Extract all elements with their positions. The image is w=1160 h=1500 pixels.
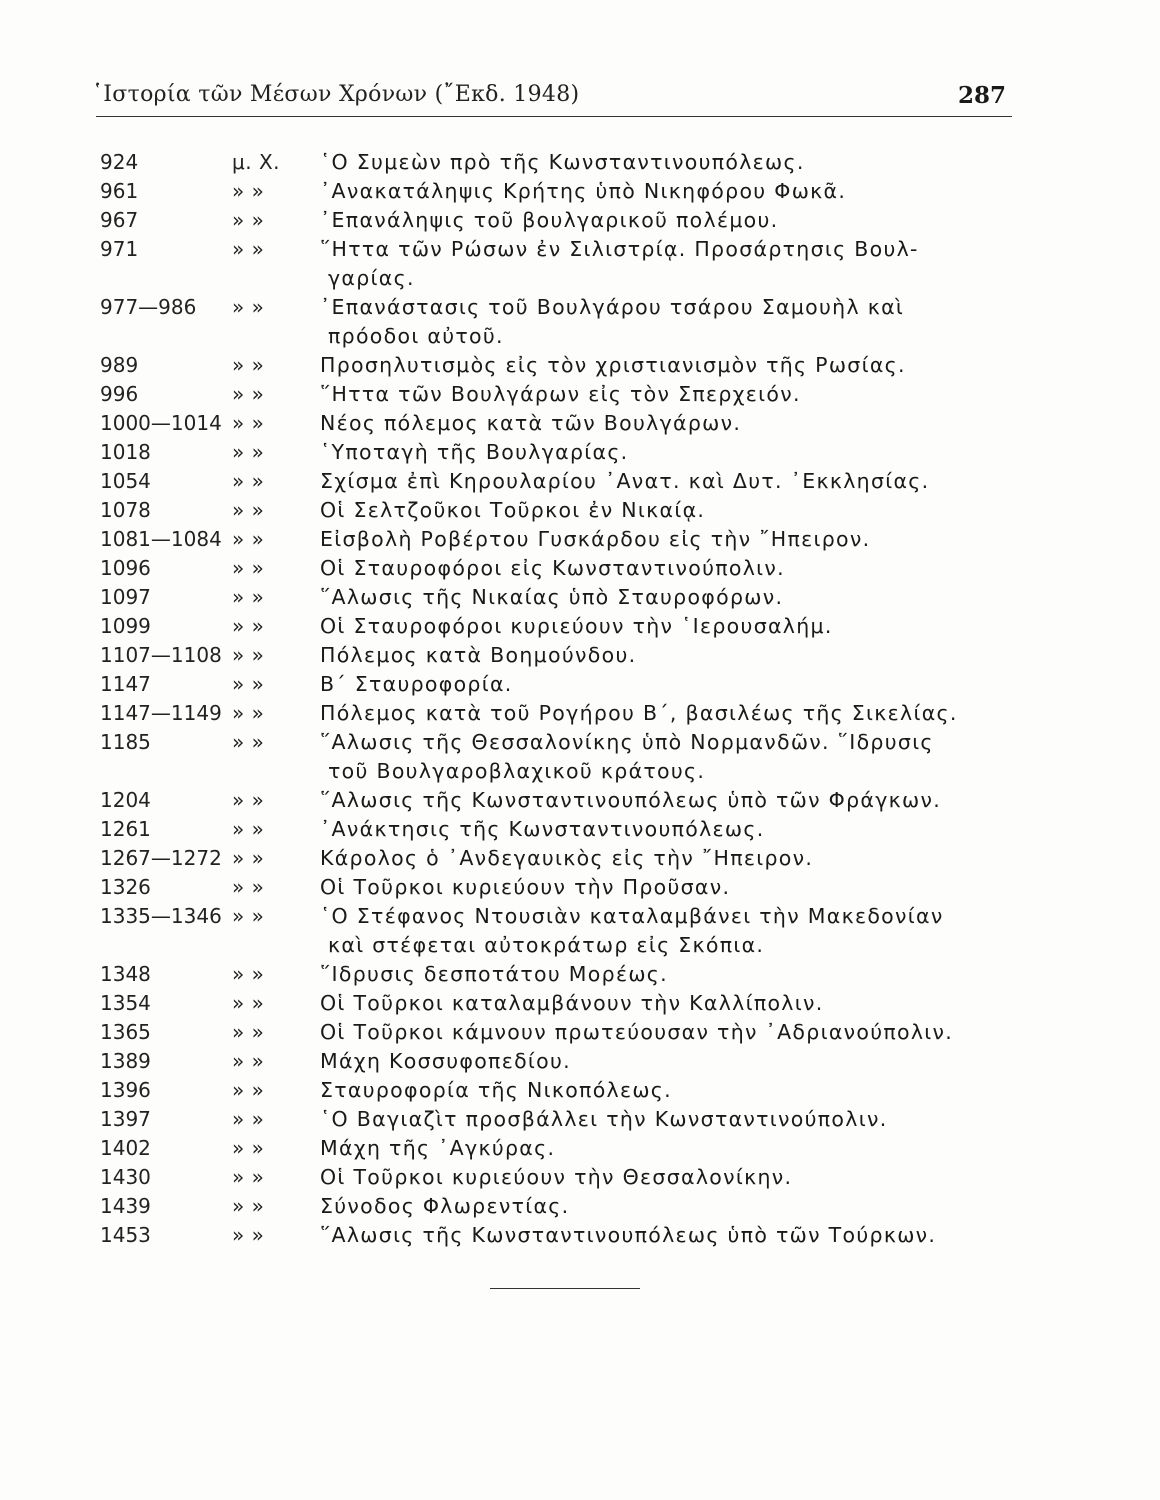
entry-year: 1099: [100, 614, 151, 638]
entry-line: [96, 525, 1026, 554]
entry-event-text: Νέος πόλεμος κατὰ τῶν Βουλγάρων.: [320, 411, 742, 435]
entry-event-text: ῾Ο Βαγιαζὶτ προσβάλλει τὴν Κωνσταντινούπολιν.: [320, 1107, 888, 1131]
entry-era-mark: » »: [232, 643, 265, 667]
header-rule: [96, 116, 1012, 117]
entry-year: 989: [100, 353, 139, 377]
entry-continuation-line: [96, 757, 1026, 786]
page-header: [92, 78, 1012, 118]
entry-line: [96, 583, 1026, 612]
entry-line: [96, 670, 1026, 699]
chronology-entry: [96, 641, 1026, 670]
entry-event-text: Κάρολος ὁ ᾿Ανδεγαυικὸς εἰς τὴν ῎Ηπειρον.: [320, 846, 814, 870]
entry-era-mark: » »: [232, 991, 265, 1015]
page-number: 287: [957, 82, 1006, 109]
chronology-entry: [96, 902, 1026, 960]
chronology-entry: [96, 525, 1026, 554]
entry-year: 1018: [100, 440, 151, 464]
entry-year: 1185: [100, 730, 151, 754]
entry-era-mark: » »: [232, 295, 265, 319]
chronology-entry: [96, 1134, 1026, 1163]
entry-year: 996: [100, 382, 139, 406]
chronology-entry: [96, 670, 1026, 699]
entry-event-text: ᾿Ανακατάληψις Κρήτης ὑπὸ Νικηφόρου Φωκᾶ.: [320, 179, 847, 203]
entry-year: 1147—1149: [100, 701, 222, 725]
entry-year: 1267—1272: [100, 846, 222, 870]
entry-line: [96, 1134, 1026, 1163]
chronology-entry: [96, 583, 1026, 612]
entry-event-text: Μάχη Κοσσυφοπεδίου.: [320, 1049, 571, 1073]
chronology-entry: [96, 1221, 1026, 1250]
entry-era-mark: » »: [232, 730, 265, 754]
entry-year: 1261: [100, 817, 151, 841]
entry-event-text: καὶ στέφεται αὐτοκράτωρ εἰς Σκόπια.: [328, 933, 765, 957]
entry-era-mark: » »: [232, 1165, 265, 1189]
entry-year: 1147: [100, 672, 151, 696]
entry-event-text: ῾Ο Στέφανος Ντουσιὰν καταλαμβάνει τὴν Μακεδονίαν: [320, 904, 944, 928]
entry-era-mark: » »: [232, 904, 265, 928]
entry-year: 1326: [100, 875, 151, 899]
entry-line: [96, 496, 1026, 525]
entry-line: [96, 148, 1026, 177]
entry-line: [96, 409, 1026, 438]
running-title: ῾Ιστορία τῶν Μέσων Χρόνων (῎Εκδ. 1948): [92, 82, 580, 107]
chronology-list: [96, 148, 1026, 1250]
entry-line: [96, 873, 1026, 902]
entry-line: [96, 467, 1026, 496]
entry-era-mark: » »: [232, 556, 265, 580]
chronology-entry: [96, 1163, 1026, 1192]
entry-event-text: Οἱ Σταυροφόροι εἰς Κωνσταντινούπολιν.: [320, 556, 785, 580]
entry-line: [96, 1192, 1026, 1221]
entry-event-text: Οἱ Σελτζοῦκοι Τοῦρκοι ἐν Νικαίᾳ.: [320, 498, 706, 522]
entry-line: [96, 844, 1026, 873]
entry-year: 1402: [100, 1136, 151, 1160]
chronology-entry: [96, 148, 1026, 177]
entry-event-text: πρόοδοι αὐτοῦ.: [328, 324, 504, 348]
entry-event-text: ῞Αλωσις τῆς Νικαίας ὑπὸ Σταυροφόρων.: [320, 585, 784, 609]
entry-line: [96, 177, 1026, 206]
entry-continuation-line: [96, 931, 1026, 960]
entry-event-text: ᾿Επανάστασις τοῦ Βουλγάρου τσάρου Σαμουὴλ καὶ: [320, 295, 905, 319]
entry-era-mark: » »: [232, 817, 265, 841]
entry-year: 1397: [100, 1107, 151, 1131]
chronology-entry: [96, 873, 1026, 902]
entry-line: [96, 641, 1026, 670]
entry-line: [96, 960, 1026, 989]
entry-year: 924: [100, 150, 139, 174]
entry-event-text: Εἰσβολὴ Ροβέρτου Γυσκάρδου εἰς τὴν ῎Ηπειρον.: [320, 527, 871, 551]
entry-event-text: Προσηλυτισμὸς εἰς τὸν χριστιανισμὸν τῆς Ρωσίας.: [320, 353, 906, 377]
entry-era-mark: » »: [232, 1078, 265, 1102]
entry-event-text: ῾Ο Συμεὼν πρὸ τῆς Κωνσταντινουπόλεως.: [320, 150, 805, 174]
entry-year: 1354: [100, 991, 151, 1015]
chronology-entry: [96, 612, 1026, 641]
entry-event-text: Σχίσμα ἐπὶ Κηρουλαρίου ᾿Ανατ. καὶ Δυτ. ᾿Εκκλησίας.: [320, 469, 930, 493]
entry-era-mark: » »: [232, 411, 265, 435]
chronology-entry: [96, 1076, 1026, 1105]
entry-year: 1081—1084: [100, 527, 222, 551]
entry-event-text: ῞Αλωσις τῆς Κωνσταντινουπόλεως ὑπὸ τῶν Φράγκων.: [320, 788, 942, 812]
entry-continuation-line: [96, 264, 1026, 293]
entry-era-mark: » »: [232, 179, 265, 203]
entry-era-mark: » »: [232, 1194, 265, 1218]
entry-event-text: Πόλεμος κατὰ τοῦ Ρογήρου Β΄, βασιλέως τῆς Σικελίας.: [320, 701, 958, 725]
entry-era-mark: » »: [232, 498, 265, 522]
entry-event-text: ῞Αλωσις τῆς Κωνσταντινουπόλεως ὑπὸ τῶν Τούρκων.: [320, 1223, 937, 1247]
entry-era-mark: » »: [232, 962, 265, 986]
chronology-entry: [96, 206, 1026, 235]
entry-line: [96, 351, 1026, 380]
entry-era-mark: » »: [232, 701, 265, 725]
chronology-entry: [96, 438, 1026, 467]
entry-era-mark: » »: [232, 788, 265, 812]
entry-line: [96, 1163, 1026, 1192]
chronology-entry: [96, 989, 1026, 1018]
entry-year: 1107—1108: [100, 643, 222, 667]
entry-era-mark: » »: [232, 846, 265, 870]
entry-event-text: γαρίας.: [328, 266, 415, 290]
entry-line: [96, 728, 1026, 757]
entry-line: [96, 554, 1026, 583]
entry-year: 1097: [100, 585, 151, 609]
chronology-entry: [96, 409, 1026, 438]
entry-event-text: Σταυροφορία τῆς Νικοπόλεως.: [320, 1078, 672, 1102]
entry-year: 1000—1014: [100, 411, 222, 435]
entry-year: 967: [100, 208, 139, 232]
entry-year: 961: [100, 179, 139, 203]
chronology-entry: [96, 554, 1026, 583]
chronology-entry: [96, 844, 1026, 873]
entry-line: [96, 1047, 1026, 1076]
entry-year: 1453: [100, 1223, 151, 1247]
entry-line: [96, 902, 1026, 931]
chronology-entry: [96, 815, 1026, 844]
entry-year: 1054: [100, 469, 151, 493]
chronology-entry: [96, 235, 1026, 293]
chronology-entry: [96, 786, 1026, 815]
entry-event-text: Οἱ Τοῦρκοι κάμνουν πρωτεύουσαν τὴν ᾿Αδριανούπολιν.: [320, 1020, 954, 1044]
entry-continuation-line: [96, 322, 1026, 351]
entry-line: [96, 235, 1026, 264]
entry-year: 1348: [100, 962, 151, 986]
entry-era-mark: » »: [232, 1136, 265, 1160]
chronology-entry: [96, 728, 1026, 786]
entry-line: [96, 786, 1026, 815]
entry-year: 977—986: [100, 295, 197, 319]
entry-line: [96, 293, 1026, 322]
chronology-entry: [96, 960, 1026, 989]
chronology-entry: [96, 380, 1026, 409]
entry-era-mark: » »: [232, 440, 265, 464]
entry-event-text: ῾Υποταγὴ τῆς Βουλγαρίας.: [320, 440, 629, 464]
entry-line: [96, 380, 1026, 409]
chronology-entry: [96, 1018, 1026, 1047]
entry-era-mark: » »: [232, 208, 265, 232]
entry-line: [96, 815, 1026, 844]
chronology-entry: [96, 177, 1026, 206]
entry-line: [96, 1105, 1026, 1134]
entry-year: 1335—1346: [100, 904, 222, 928]
entry-event-text: τοῦ Βουλγαροβλαχικοῦ κράτους.: [328, 759, 706, 783]
entry-line: [96, 1018, 1026, 1047]
entry-era-mark: » »: [232, 1223, 265, 1247]
entry-year: 1365: [100, 1020, 151, 1044]
entry-event-text: ᾿Ανάκτησις τῆς Κωνσταντινουπόλεως.: [320, 817, 765, 841]
entry-era-mark: » »: [232, 614, 265, 638]
entry-line: [96, 1076, 1026, 1105]
entry-era-mark: » »: [232, 469, 265, 493]
entry-year: 1204: [100, 788, 151, 812]
entry-era-mark: μ. Χ.: [232, 150, 280, 174]
entry-line: [96, 612, 1026, 641]
entry-event-text: Σύνοδος Φλωρεντίας.: [320, 1194, 570, 1218]
chronology-entry: [96, 293, 1026, 351]
chronology-entry: [96, 1192, 1026, 1221]
chronology-entry: [96, 496, 1026, 525]
entry-year: 971: [100, 237, 139, 261]
entry-year: 1389: [100, 1049, 151, 1073]
entry-event-text: Οἱ Τοῦρκοι κυριεύουν τὴν Προῦσαν.: [320, 875, 731, 899]
entry-line: [96, 699, 1026, 728]
entry-event-text: ᾿Επανάληψις τοῦ βουλγαρικοῦ πολέμου.: [320, 208, 779, 232]
entry-event-text: Οἱ Τοῦρκοι κυριεύουν τὴν Θεσσαλονίκην.: [320, 1165, 793, 1189]
entry-line: [96, 438, 1026, 467]
entry-era-mark: » »: [232, 237, 265, 261]
chronology-entry: [96, 699, 1026, 728]
entry-event-text: Οἱ Τοῦρκοι καταλαμβάνουν τὴν Καλλίπολιν.: [320, 991, 824, 1015]
entry-event-text: ῞Αλωσις τῆς Θεσσαλονίκης ὑπὸ Νορμανδῶν. ῞Ιδρυσις: [320, 730, 934, 754]
entry-line: [96, 1221, 1026, 1250]
chronology-entry: [96, 1047, 1026, 1076]
entry-year: 1096: [100, 556, 151, 580]
entry-event-text: ῞Ηττα τῶν Ρώσων ἐν Σιλιστρίᾳ. Προσάρτησις Βουλ-: [320, 237, 919, 261]
entry-era-mark: » »: [232, 875, 265, 899]
entry-era-mark: » »: [232, 353, 265, 377]
entry-year: 1439: [100, 1194, 151, 1218]
entry-event-text: Β΄ Σταυροφορία.: [320, 672, 513, 696]
entry-event-text: Οἱ Σταυροφόροι κυριεύουν τὴν ῾Ιερουσαλήμ.: [320, 614, 833, 638]
entry-era-mark: » »: [232, 527, 265, 551]
entry-year: 1396: [100, 1078, 151, 1102]
entry-era-mark: » »: [232, 672, 265, 696]
entry-line: [96, 989, 1026, 1018]
entry-year: 1430: [100, 1165, 151, 1189]
entry-event-text: Μάχη τῆς ᾿Αγκύρας.: [320, 1136, 556, 1160]
end-rule: [490, 1288, 640, 1289]
entry-era-mark: » »: [232, 1049, 265, 1073]
entry-event-text: Πόλεμος κατὰ Βοημούνδου.: [320, 643, 637, 667]
chronology-entry: [96, 351, 1026, 380]
entry-era-mark: » »: [232, 382, 265, 406]
entry-era-mark: » »: [232, 1020, 265, 1044]
entry-era-mark: » »: [232, 585, 265, 609]
entry-event-text: ῞Ιδρυσις δεσποτάτου Μορέως.: [320, 962, 668, 986]
entry-line: [96, 206, 1026, 235]
entry-era-mark: » »: [232, 1107, 265, 1131]
entry-event-text: ῞Ηττα τῶν Βουλγάρων εἰς τὸν Σπερχειόν.: [320, 382, 801, 406]
chronology-entry: [96, 467, 1026, 496]
chronology-entry: [96, 1105, 1026, 1134]
entry-year: 1078: [100, 498, 151, 522]
